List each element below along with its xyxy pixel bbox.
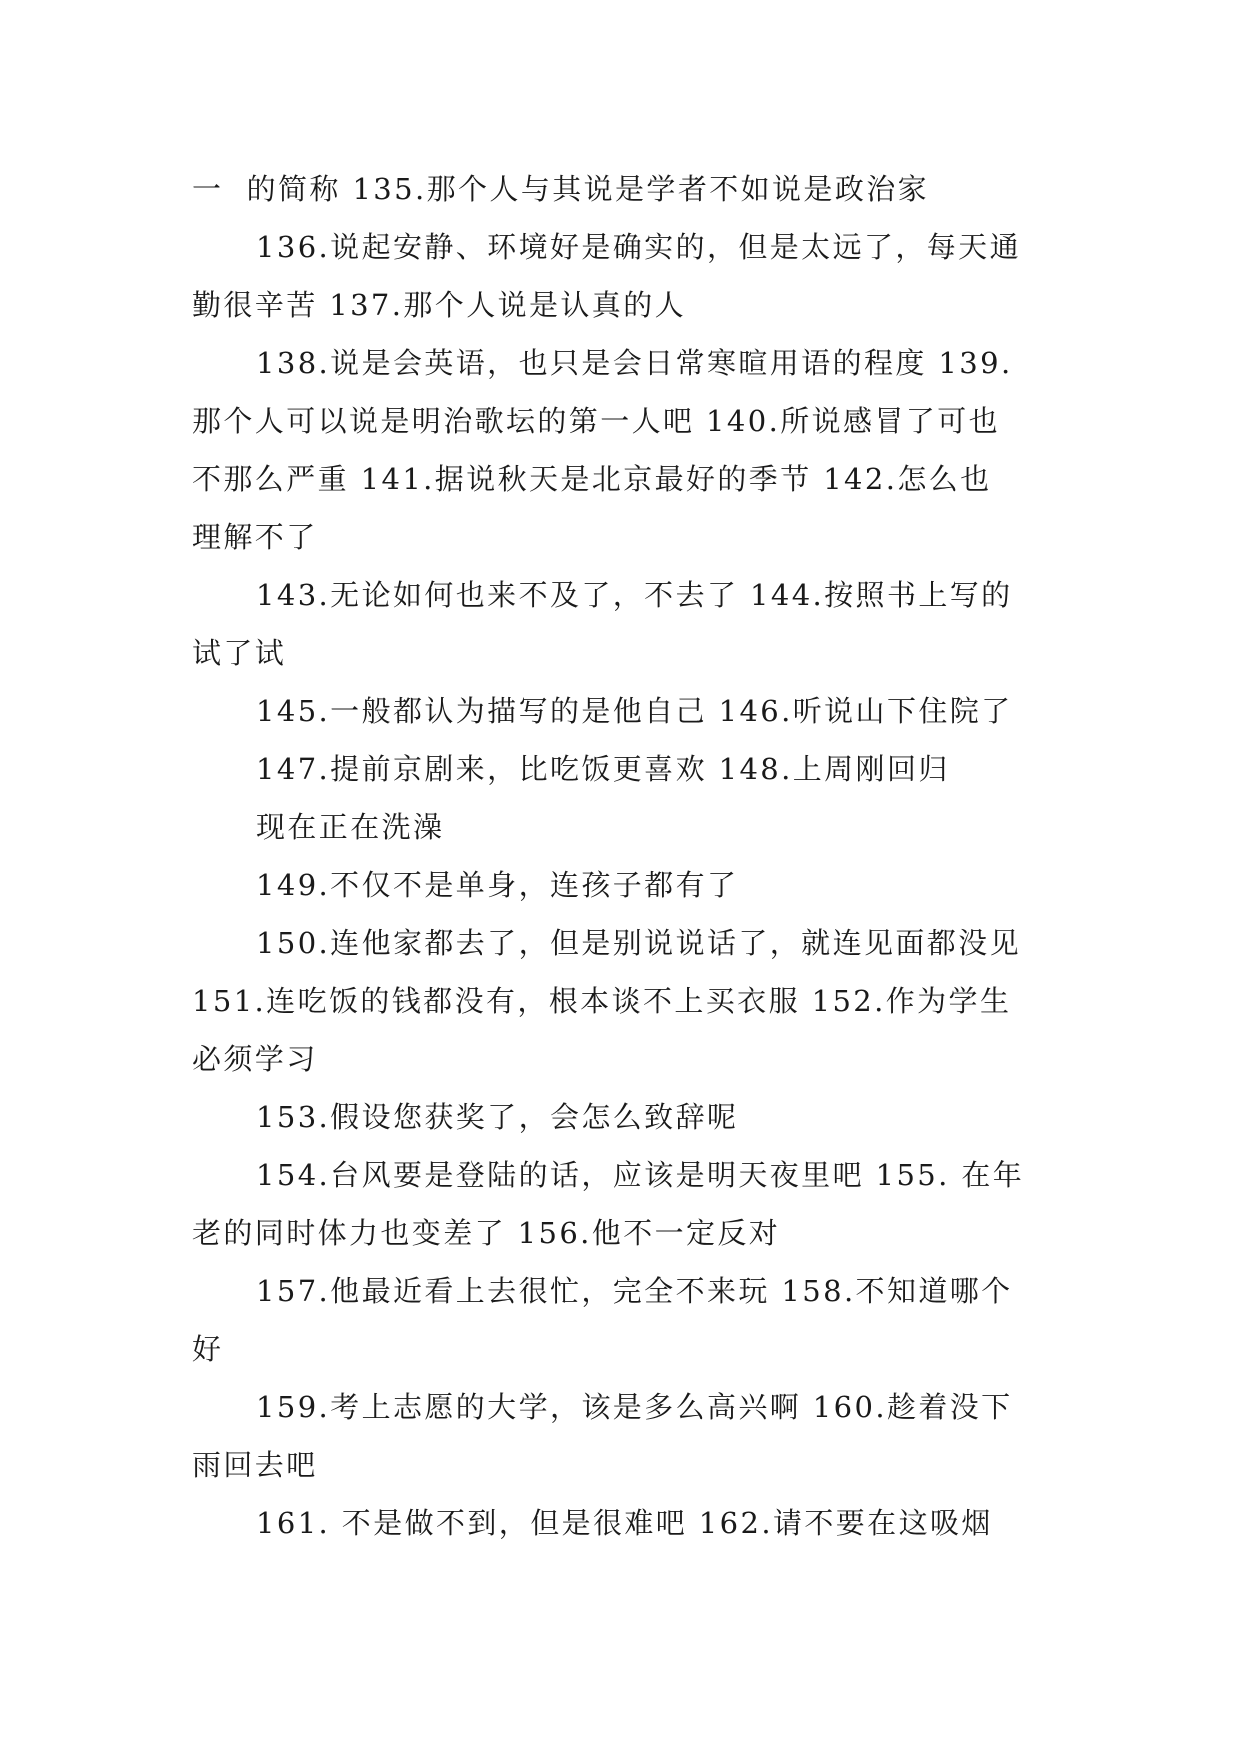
text-line: 150.连他家都去了，但是别说说话了，就连见面都没见 — [256, 926, 1021, 960]
text-line: 149.不仅不是单身，连孩子都有了 — [256, 868, 739, 902]
text-line: 不那么严重 141.据说秋天是北京最好的季节 142.怎么也 — [192, 462, 992, 496]
text-line: 136.说起安静、环境好是确实的，但是太远了，每天通 — [256, 230, 1021, 264]
text-line: 145.一般都认为描写的是他自己 146.听说山下住院了 — [256, 694, 1013, 728]
text-line: 151.连吃饭的钱都没有，根本谈不上买衣服 152.作为学生 — [192, 984, 1012, 1018]
text-line: 147.提前京剧来，比吃饭更喜欢 148.上周刚回归 — [256, 752, 950, 786]
text-line: 154.台风要是登陆的话，应该是明天夜里吧 155. 在年 — [256, 1158, 1025, 1192]
text-line: 雨回去吧 — [192, 1448, 318, 1482]
text-line: 勤很辛苦 137.那个人说是认真的人 — [192, 288, 686, 322]
text-line: 一 的简称 135.那个人与其说是学者不如说是政治家 — [192, 172, 930, 206]
document-body — [192, 160, 1052, 1552]
text-line: 老的同时体力也变差了 156.他不一定反对 — [192, 1216, 781, 1250]
text-line: 那个人可以说是明治歌坛的第一人吧 140.所说感冒了可也 — [192, 404, 1000, 438]
text-line: 153.假设您获奖了，会怎么致辞呢 — [256, 1100, 739, 1134]
text-line: 必须学习 — [192, 1042, 318, 1076]
text-line: 现在正在洗澡 — [256, 810, 445, 844]
text-line: 157.他最近看上去很忙，完全不来玩 158.不知道哪个 — [256, 1274, 1013, 1308]
text-line: 好 — [192, 1332, 224, 1366]
text-line: 161. 不是做不到，但是很难吧 162.请不要在这吸烟 — [256, 1506, 993, 1540]
text-line: 138.说是会英语，也只是会日常寒暄用语的程度 139. — [256, 346, 1013, 380]
text-line: 159.考上志愿的大学，该是多么高兴啊 160.趁着没下 — [256, 1390, 1013, 1424]
text-line: 试了试 — [192, 636, 287, 670]
text-line: 143.无论如何也来不及了，不去了 144.按照书上写的 — [256, 578, 1013, 612]
text-line: 理解不了 — [192, 520, 318, 554]
